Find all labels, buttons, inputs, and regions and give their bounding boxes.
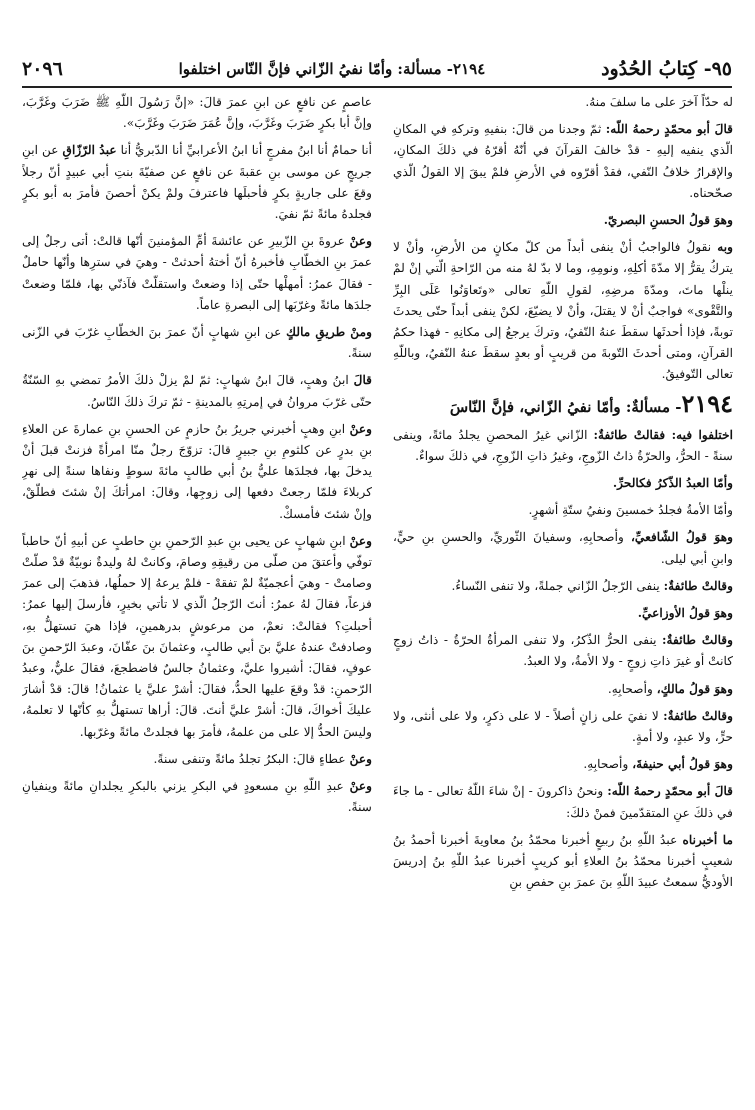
- chapter-title: ٩٥- كِتابُ الحُدُود: [601, 58, 732, 80]
- section-heading: ٢١٩٤- مسألةٌ: وأمّا نفيُ الزّاني، فإنَّ النّاسَ: [449, 388, 733, 418]
- paragraph: وقالتْ طائفةٌ: ينفى الحرُّ الذّكرُ، ولا تنفى المرأةُ الحرّةُ - ذاتُ زوجٍ كانتْ أو غيرَ ذاتِ زوجٍ - ولا الأمةُ، ولا العبدُ.: [393, 633, 733, 669]
- paragraph: وقالتْ طائفةٌ: ينفى الرّجلُ الزّاني جملةً، ولا تنفى النّساءُ.: [451, 578, 733, 593]
- paragraph: عاصمٍ عن نافعٍ عن ابنِ عمرَ قالَ: «إنَّ رَسُولَ اللّهِ ﷺ ضَرَبَ وغَرَّبَ، وإنَّ أبا بكرٍ ضَرَبَ وغَرَّبَ، وإنَّ عُمَرَ ضَرَبَ وغَرَّبَ».: [22, 95, 372, 131]
- paragraph: ومنْ طريقِ مالكٍ عن ابنِ شهابٍ أنّ عمرَ بنَ الخطّابِ غرّبَ في الزّنى سنةً.: [22, 325, 372, 361]
- paragraph: وهوَ قولُ أبي حنيفةَ، وأصحابِهِ.: [583, 757, 733, 772]
- paragraph: أنا حمامٌ أنا ابنُ مفرجٍ أنا ابنُ الأعرابيِّ أنا الدّبريُّ أنا عبدُ الرّزّاقِ عن ابنِ جريجٍ عن موسى بنِ عقبةَ عن نافعٍ عن صفيّةَ بنتِ أبي عبيدٍ أنّ رجلاً وقعَ على جاريةٍ بكرٍ فأحبلَها فاعترفَ ولمْ يكنْ أحصنَ فأمرَ به أبو بكرٍ فجلدهُ مائةً ثمّ نفيَ.: [22, 143, 372, 222]
- running-title: ٢١٩٤- مسألة: وأمّا نفيُ الزّاني فإنَّ النّاس اختلفوا: [178, 60, 486, 78]
- paragraph: قالَ أبو محمّدٍ رحمهُ اللّه: ونحنُ ذاكرونَ - إنْ شاءَ اللّهُ تعالى - ما جاءَ في ذلكَ عنِ المتقدّمينَ فمنْ ذلكَ:: [393, 784, 733, 820]
- paragraph: وأمّا العبدُ الذّكرُ فكالحرِّ.: [612, 476, 733, 491]
- left-column: [22, 92, 372, 1102]
- right-column: [393, 92, 733, 1102]
- paragraph: وأمّا الأمةُ فجلدُ خمسينَ ونفيُ ستّةِ أشهرٍ.: [528, 503, 733, 518]
- paragraph: وعنْ ابنِ شهابٍ عن يحيى بنِ عبدِ الرّحمنِ بنِ حاطبٍ عن أبيهِ أنّ حاطباً توفّي وأعتقَ من صلّى من رقيقِهِ وصامَ، وكانتْ لهُ وليدةٌ نوبيّةٌ قدْ صلّتْ وصامتْ - وهيَ أعجميّةٌ لمْ تفقهْ - فلمْ يرعهُ إلا حملُها، فذهبَ إلى عمرَ فزعاً، فقالَ لهُ عمرُ: أنتَ الرّجلُ الّذي لا تأتي بخيرٍ، فأرسلَ إليها عمرُ: أحبلتِ؟ فقالتْ: نعمْ، من مرعوشٍ بدرهمينِ، فإذا هيَ تستهلُّ بهِ، وصادفتْ عندهُ عليَّ بنَ أبي طالبٍ، وعثمانَ بنَ عفّانَ، وعبدَ الرّحمنِ بنَ عوفٍ، فقالَ: أشيروا عليَّ، وعثمانُ جالسٌ فاضطجعَ، فقالَ عليٌّ، وعبدُ الرّحمنِ: قدْ وقعَ عليها الحدُّ، فقالَ: أشرْ عليَّ يا عثمانُ! قالَ: قدْ أشارَ عليكَ أخواكَ، قالَ: أشرْ عليَّ أنتَ. قالَ: أراها تستهلُّ بهِ كأنّها لا تعلمهُ، وليسَ الحدُّ إلا على من علمهُ، فأمرَ بها فجلدتْ مائةً وغرّبها.: [22, 533, 372, 739]
- paragraph: وعنْ عبدِ اللّهِ بنِ مسعودٍ في البكرِ يزني بالبكرِ يجلدانِ مائةً وينفيانِ سنةً.: [22, 779, 372, 815]
- paragraph: اختلفوا فيه: فقالتْ طائفةٌ: الزّاني غيرُ المحصنِ يجلدُ مائةً، وينفى سنةً - الحرُّ، والحرّةُ ذاتُ الزّوجِ، وغيرُ ذاتِ الزّوجِ، في ذلكَ سواءٌ.: [393, 427, 733, 463]
- paragraph: وقالتْ طائفةٌ: لا نفيَ على زانٍ أصلاً - لا على ذكرٍ، ولا على أنثى، ولا حرٍّ، ولا عبدٍ، ولا أمةٍ.: [393, 708, 733, 745]
- paragraph: وهوَ قولُ الشّافعيِّ، وأصحابِهِ، وسفيانَ الثّوريِّ، والحسنِ بنِ حيٍّ، وابنِ أبي ليلى.: [393, 530, 733, 566]
- page-header: [22, 52, 732, 88]
- paragraph: وهوَ قولُ الحسنِ البصريّ.: [603, 213, 733, 228]
- page-number: ٢٠٩٦: [22, 58, 63, 80]
- paragraph: له حدّاً آخرَ على ما سلفَ منهُ.: [585, 95, 733, 109]
- paragraph: قالَ ابنُ وهبٍ، قالَ ابنُ شهابٍ: ثمّ لمْ يزلْ ذلكَ الأمرُ تمضي بهِ السّنّةُ حتّى غرّبَ مروانُ في إمرتِهِ بالمدينةِ - ثمّ تركَ ذلكَ النّاسُ.: [22, 373, 372, 409]
- paragraph: وعنْ عروةَ بنِ الزّبيرِ عن عائشةَ أمِّ المؤمنينَ أنّها قالتْ: أتى رجلٌ إلى عمرَ بنِ الخطّابِ فأخبرهُ أنّ أختهُ أحدثتْ - وهيَ في سترِها وأنّها حاملٌ - فقالَ عمرُ: أمهلْها حتّى إذا وضعتْ واستقلّتْ فآذنّي بها، فلمّا وضعتْ جلدَها مائةً وغرّبَها إلى البصرةِ عاماً.: [22, 234, 372, 312]
- paragraph: ما أخبرناه عبدُ اللّهِ بنُ ربيعٍ أخبرنا محمّدُ بنُ معاويةَ أخبرنا أحمدُ بنُ شعيبٍ أخبرنا محمّدُ بنُ العلاءِ أبو كريبٍ أخبرنا عبدُ اللّهِ بنُ إدريسَ الأوديُّ سمعتُ عبيدَ اللّهِ بنَ عمرَ بنِ حفصِ بنِ: [393, 832, 733, 890]
- paragraph: وعنْ عطاءٍ قالَ: البكرُ تجلدُ مائةً وتنفى سنةً.: [153, 751, 372, 766]
- paragraph: وبه نقولُ فالواجبُ أنْ ينفى أبداً من كلّ مكانٍ من الأرضِ، وأنْ لا يتركُ يقرُّ إلا مدّةَ أكلِهِ، ونومِهِ، وما لا بدّ لهُ منه من الرّاحةِ الّتي إنْ لمْ ينلْها ماتَ، ومدّةَ مرضِهِ، لقولِ اللّهِ تعالى «وتَعاوَنُوا عَلَى البِرِّ والتَّقْوى» فواجبٌ أنْ لا يقتلَ، وأنْ لا يضيّعَ، لكنْ ينفى أبداً حتّى يحدثَ توبةً، فإذا أحدثَها سقطَ عنهُ النّفيُ، وتركَ يرجعُ إلى مكانِهِ - فهذا حكمُ القرآنِ، ومتى أحدثَ التّوبةَ من قريبٍ أو بعدٍ سقطَ عنهُ النّفيُ، وباللّهِ تعالى التّوفيقُ.: [393, 240, 733, 382]
- paragraph: قالَ أبو محمّدٍ رحمهُ اللّه: ثمّ وجدنا من قالَ: بنفيهِ وتركهِ في المكانِ الّذي ينفيه إليهِ - قدْ خالفَ القرآنَ في أنّهُ أقرّهُ في ذلكَ المكانِ، والإقرارُ خلافُ النّفي، فقدْ أقرّوه في الأرضِ فلمْ يبقَ إلا القولُ الّذي صحّحناه.: [393, 122, 733, 200]
- paragraph: وهوَ قولُ مالكٍ، وأصحابِهِ.: [607, 681, 733, 696]
- paragraph: وعنْ ابنِ وهبٍ أخبرني جريرُ بنُ حازمٍ عن الحسنِ بنِ عمارةَ عن العلاءِ بنِ بدرٍ عن كلثومِ بنِ جبيرٍ قالَ: تزوّجَ رجلٌ منّا امرأةً فزنتْ قبلَ أنْ يدخلَ بها، فجلدَها عليُّ بنُ أبي طالبٍ مائةَ سوطٍ ونفاها سنةً إلى نهرِ كربلاءَ فلمّا رجعتْ دفعها إلى زوجِها، وقالَ: امرأتكَ إنْ شئتَ فطلّقْ، وإنْ شئتَ فأمسكْ.: [22, 421, 372, 521]
- paragraph: وهوَ قولُ الأوزاعيِّ.: [637, 606, 733, 621]
